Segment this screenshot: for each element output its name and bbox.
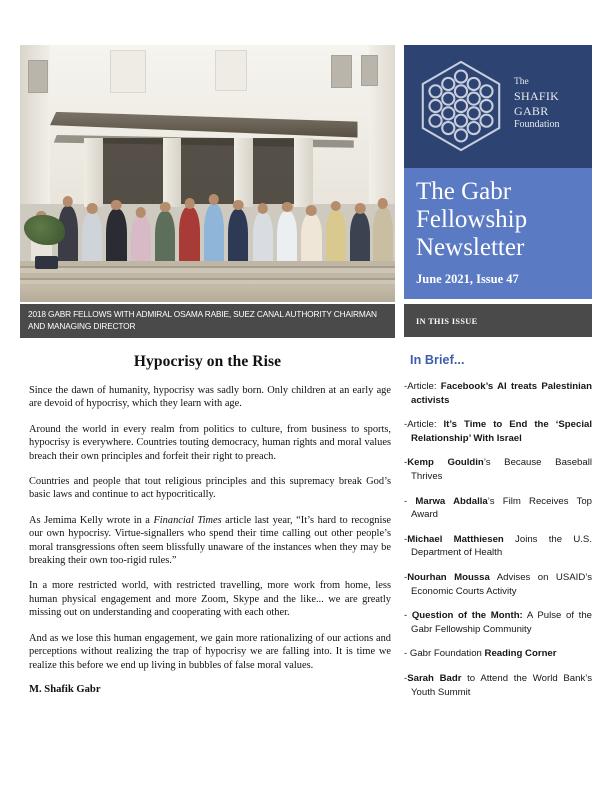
article-paragraph: Countries and people that tout religious principles and this supremacy break God’s basic laws and continue to act hypocritically. [29, 476, 391, 501]
in-this-issue-label: IN THIS ISSUE [416, 317, 478, 326]
photo-caption-text: 2018 GABR FELLOWS WITH ADMIRAL OSAMA RABIE, SUEZ CANAL AUTHORITY CHAIRMAN AND MANAGING DIRECTOR [28, 309, 377, 331]
item-highlight: Kemp Gouldin [407, 457, 484, 469]
person [253, 212, 273, 266]
article-paragraph: Around the world in every realm from politics to culture, from business to sports, hypocrisy is everywhere. Countries touting democracy, human rights and moral values breach their own principles and forfeit their right to preach. [29, 423, 391, 462]
item-lead: -Article: [404, 419, 444, 431]
building-window [331, 55, 352, 88]
person [155, 211, 175, 267]
item-lead: - [404, 672, 408, 684]
article-paragraph: And as we lose this human engagement, we gain more rationalizing of our actions and perceptions without realizing the trap of hypocrisy we are falling into. It is time we realize this before we end up living in bubbles of false moral values. [29, 632, 391, 671]
person [350, 212, 370, 266]
list-item[interactable] [404, 647, 592, 661]
item-highlight: Nourhan Moussa [407, 571, 490, 583]
article-paragraph-quote [29, 514, 391, 568]
issue-date: June 2021, Issue 47 [416, 272, 519, 286]
list-item[interactable] [404, 571, 592, 598]
publication-name: Financial Times [153, 514, 222, 526]
person [106, 209, 126, 266]
item-lead: - [404, 457, 408, 469]
item-lead: - [404, 495, 416, 507]
logo-line-name: SHAFIK GABR [514, 88, 560, 118]
in-brief-list [404, 380, 592, 699]
item-highlight: Reading Corner [484, 648, 557, 660]
person [228, 209, 248, 266]
list-item[interactable] [404, 495, 592, 522]
person [277, 211, 297, 267]
quote-lead-in: As Jemima Kelly wrote in a [29, 514, 154, 526]
foundation-logo-block [404, 45, 592, 168]
building-window [361, 55, 378, 85]
building-window [215, 50, 247, 91]
person [373, 207, 393, 266]
building-window [110, 50, 146, 93]
item-lead: - [404, 610, 412, 622]
item-tail: A Pulse of the Gabr Fellowship Community [411, 610, 592, 635]
person [204, 204, 224, 266]
person [82, 212, 102, 266]
photo-caption-bar [20, 304, 395, 338]
article-paragraph: In a more restricted world, with restricted travelling, more work from home, less human physical engagement and more Zoom, Skype and the like... we are greatly missing out on understanding and cooperating with each other. [29, 580, 391, 619]
logo-line-foundation: Foundation [514, 118, 560, 130]
item-highlight: Marwa Abdalla [415, 495, 488, 507]
item-tail: ’s Because Baseball Thrives [411, 457, 592, 482]
item-lead: -Article: [404, 381, 441, 392]
newsletter-title: The Gabr Fellowship Newsletter [416, 178, 528, 261]
item-highlight: Sarah Badr [407, 672, 462, 684]
person [131, 215, 151, 266]
item-highlight: Michael Matthiesen [407, 533, 504, 545]
item-highlight: It’s Time to End the ‘Special Relationship’ With Israel [411, 419, 592, 444]
list-item[interactable] [404, 533, 592, 560]
article-paragraph: Since the dawn of humanity, hypocrisy was sadly born. Only children at an early age are devoid of hypocrisy, which they learn with age. [29, 385, 391, 410]
building-window [28, 60, 49, 93]
person [301, 214, 321, 266]
article-headline: Hypocrisy on the Rise [133, 353, 282, 370]
list-item[interactable] [404, 380, 592, 407]
item-tail: Advises on USAID’s Economic Courts Activity [411, 571, 593, 597]
list-item[interactable] [404, 418, 592, 445]
item-lead: - Gabr Foundation [404, 648, 485, 660]
person [326, 210, 346, 266]
in-this-issue-bar [404, 304, 592, 337]
item-tail: ’s Film Receives Top Award [411, 495, 592, 521]
author-signature: M. Shafik Gabr [29, 683, 101, 695]
sidebar-column [404, 45, 592, 710]
foundation-logo-text [514, 77, 592, 131]
list-item[interactable] [404, 456, 592, 483]
list-item[interactable] [404, 609, 592, 636]
newsletter-title-block [404, 168, 592, 299]
item-tail: to Attend the World Bank’s Youth Summit [411, 672, 593, 698]
item-highlight: Facebook’s AI treats Palestinian activists [411, 381, 592, 406]
hero-photograph [20, 45, 395, 302]
item-highlight: Question of the Month: [411, 610, 523, 622]
paved-ground [20, 284, 395, 302]
hexagon-lattice-logo-icon [412, 57, 510, 155]
item-lead: - [404, 533, 408, 545]
bag-on-ground [35, 256, 58, 269]
group-of-fellows [20, 189, 395, 266]
list-item[interactable] [404, 672, 592, 699]
item-tail: Joins the U.S. Department of Health [411, 533, 592, 559]
article-body [29, 384, 391, 695]
person [179, 207, 199, 266]
quote-body: article last year, “It’s hard to recognise our own hypocrisy. Virtue-signallers who spend their time calling out other people’s moral transgressions often seem blissfully unaware of the instances when they may be breaking their own too-rigid rules.” [29, 514, 392, 567]
logo-line-the: The [514, 77, 529, 87]
main-column [20, 45, 395, 695]
item-lead: - [404, 571, 408, 583]
in-brief-heading: In Brief... [410, 353, 465, 367]
